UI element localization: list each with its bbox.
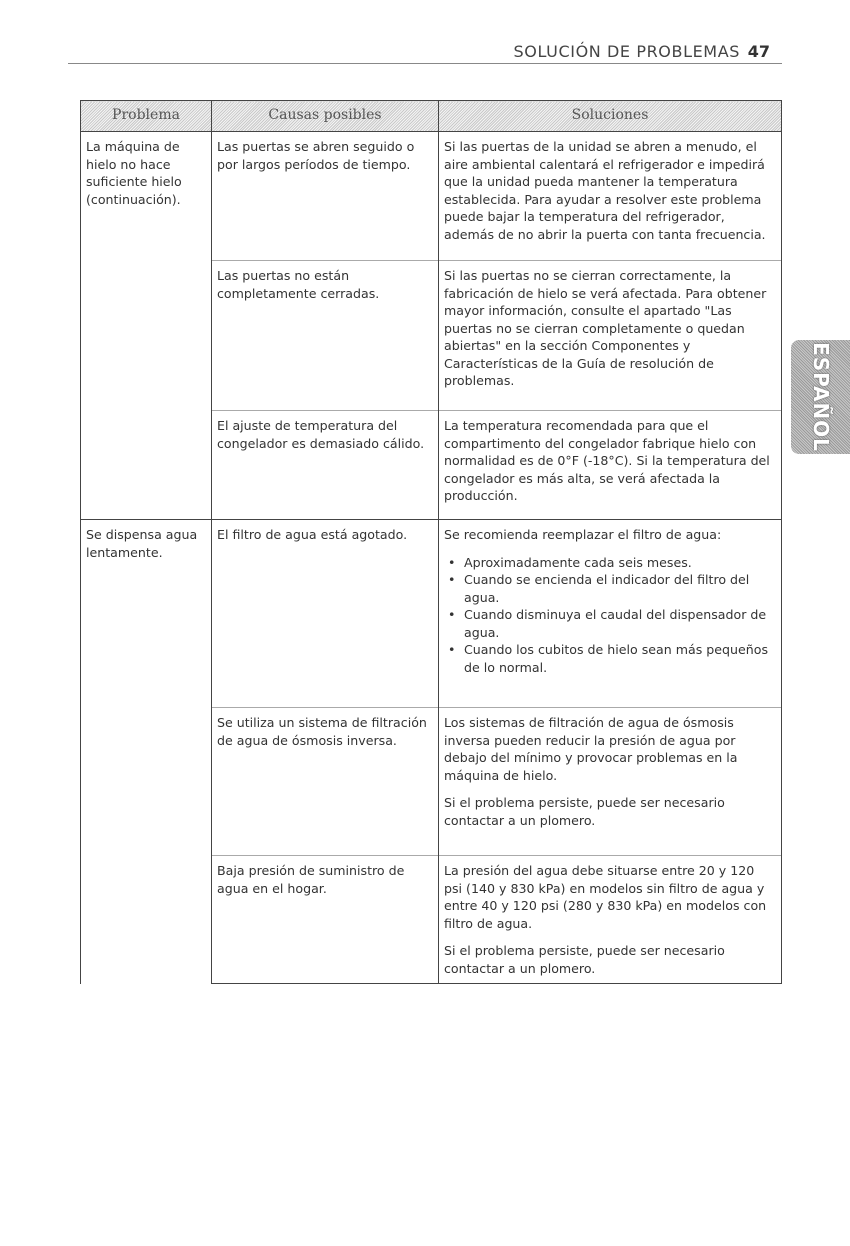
column-header-causes: Causas posibles — [212, 101, 439, 132]
solution-cell — [439, 856, 782, 984]
table-header-row — [81, 101, 782, 132]
cause-cell: El filtro de agua está agotado. — [212, 520, 439, 708]
solution-paragraph: La presión del agua debe situarse entre 20 y 120 psi (140 y 830 kPa) en modelos sin filtro de agua y entre 40 y 120 psi (280 y 830 kPa) en modelos con filtro de agua. — [444, 863, 767, 931]
cause-cell: Se utiliza un sistema de filtración de agua de ósmosis inversa. — [212, 708, 439, 856]
solution-cell: Si las puertas no se cierran correctamente, la fabricación de hielo se verá afectada. Para obtener mayor información, consulte el apartado "Las puertas no se cierran completamente o quedan abiertas" en la sección Componentes y Características de la Guía de resolución de problemas. — [439, 261, 782, 411]
page-number: 47 — [747, 42, 770, 61]
solution-paragraph: Si el problema persiste, puede ser necesario contactar a un plomero. — [444, 795, 725, 828]
problem-cell: La máquina de hielo no hace suficiente hielo (continuación). — [81, 132, 212, 520]
solution-cell: Si las puertas de la unidad se abren a menudo, el aire ambiental calentará el refrigerador e impedirá que la unidad pueda mantener la temperatura establecida. Para ayudar a resolver este problema puede bajar la temperatura del refrigerador, además de no abrir la puerta con tanta frecuencia. — [439, 132, 782, 261]
bullet-list — [444, 554, 776, 677]
solution-paragraph: Si el problema persiste, puede ser necesario contactar a un plomero. — [444, 943, 725, 976]
table-row — [81, 132, 782, 261]
solution-cell — [439, 708, 782, 856]
header-divider — [68, 63, 782, 64]
list-item: • Cuando los cubitos de hielo sean más pequeños de lo normal. — [464, 641, 776, 676]
solution-intro: Se recomienda reemplazar el filtro de agua: — [444, 527, 722, 542]
solution-paragraph: Los sistemas de filtración de agua de ósmosis inversa pueden reducir la presión de agua por debajo del mínimo y provocar problemas en la máquina de hielo. — [444, 715, 738, 783]
cause-cell: Baja presión de suministro de agua en el hogar. — [212, 856, 439, 984]
cause-cell: El ajuste de temperatura del congelador es demasiado cálido. — [212, 411, 439, 520]
problem-cell: Se dispensa agua lentamente. — [81, 520, 212, 984]
list-item: • Aproximadamente cada seis meses. — [464, 554, 776, 572]
troubleshooting-table — [80, 100, 782, 984]
list-item: • Cuando disminuya el caudal del dispensador de agua. — [464, 606, 776, 641]
section-title: SOLUCIÓN DE PROBLEMAS — [513, 42, 740, 61]
solution-cell — [439, 520, 782, 708]
column-header-problem: Problema — [81, 101, 212, 132]
column-header-solutions: Soluciones — [439, 101, 782, 132]
language-tab-label: ESPAÑOL — [808, 342, 833, 452]
solution-cell: La temperatura recomendada para que el compartimento del congelador fabrique hielo con normalidad es de 0°F (-18°C). Si la temperatura del congelador es más alta, se verá afectada la producción. — [439, 411, 782, 520]
language-tab — [791, 340, 850, 454]
cause-cell: Las puertas se abren seguido o por largos períodos de tiempo. — [212, 132, 439, 261]
list-item: • Cuando se encienda el indicador del filtro del agua. — [464, 571, 776, 606]
cause-cell: Las puertas no están completamente cerradas. — [212, 261, 439, 411]
table-row — [81, 520, 782, 708]
